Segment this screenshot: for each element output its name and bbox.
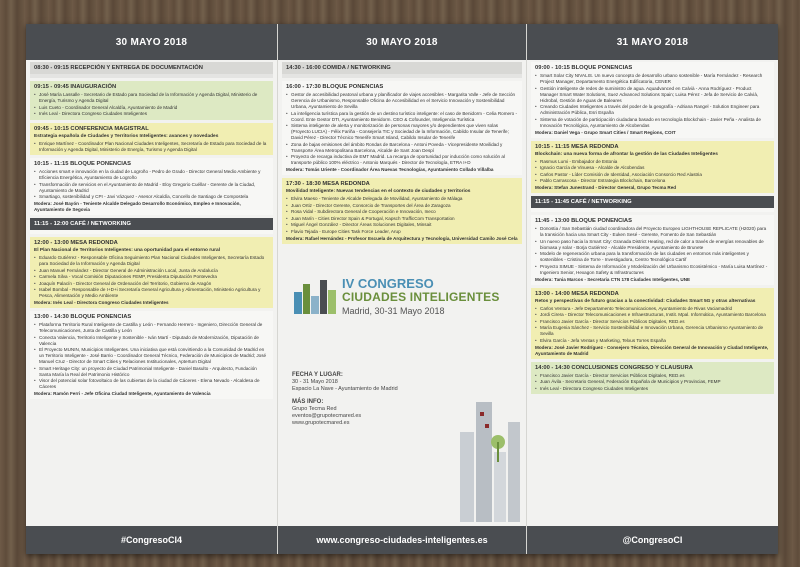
panel1-program bbox=[30, 62, 273, 524]
speaker-item: • Juan Ávila - Secretario General, Federación Española de Municipios y Provincias, FEMP bbox=[540, 379, 770, 385]
date-place-heading: FECHA Y LUGAR: bbox=[292, 371, 343, 378]
block-heading: 17:30 - 18:30 MESA REDONDA bbox=[286, 181, 370, 187]
speaker-item: • Gestor de accesibilidad peatonal urbana y planificador de viajes accesibles - Margarita Valle - Jefe de Sección Gerencia de Urbanismo, Responsable Oficina de Accesibilidad en el Servicio Innovación y Sostenibilidad Urbana, Ayuntamiento de Sevilla bbox=[291, 92, 518, 110]
block-title: El Plan Nacional de Territorios Inteligentes: una oportunidad para el entorno rural bbox=[34, 248, 220, 253]
organizer-line: Grupo Tecma Red bbox=[292, 405, 337, 412]
logo-title: IV CONGRESO bbox=[342, 275, 434, 291]
program-block bbox=[531, 141, 774, 194]
speaker-item: • Juan Ortiz - Director Gerente, Consorcio de Transportes del Área de Zaragoza bbox=[291, 203, 518, 209]
speaker-item: • Plataforma Territorio Rural Inteligente de Castilla y León - Fernando Herrero - Ingeniero, Dirección General de Telecomunicaciones, Junta de Castilla y León bbox=[39, 322, 269, 334]
speaker-item: • Carmela Silva - Vocal Comisión Diputaciones FEMP, Presidenta Diputación Pontevedra bbox=[39, 274, 269, 280]
speaker-item: • Donostia / San Sebastián ciudad coordinadora del Proyecto Europeo LIGHTHOUSE REPLICATE (H2020) para la transición hacia una Smart City - Euken Sesé - Gerente, Fomento de San Sebastián bbox=[540, 226, 770, 238]
block-title: Blockchain: una nueva forma de afrontar la gestión de las Ciudades Inteligentes bbox=[535, 151, 718, 157]
logo-subtitle: CIUDADES INTELIGENTES bbox=[342, 289, 500, 304]
panel1-date: 30 MAYO 2018 bbox=[26, 24, 277, 60]
speaker-item: • Ignacio García de Vinuesa - Alcalde de Alcobendas bbox=[540, 165, 770, 171]
brochure-sheet bbox=[26, 24, 778, 554]
block-heading: 10:15 - 11:15 MESA REDONDA bbox=[535, 143, 619, 150]
speaker-item: • Carlos Pastor - Líder Comisión de Identidad, Asociación Consorcio Red Alastria bbox=[540, 172, 770, 178]
speaker-item: • Acciones smart e innovación en la ciudad de Logroño - Pedro de Grado - Director General Medio Ambiente y Eficiencia Energética, Ayuntamiento de Logroño bbox=[39, 169, 269, 181]
block-heading: 09:45 - 10:15 CONFERENCIA MAGISTRAL bbox=[34, 125, 149, 132]
speaker-item: • Proyecto de recarga inductiva de EMT Madrid. La recarga de oportunidad por inducción como solución al transporte público 100% eléctrico - Antonio Marqués - Director de Tecnología, ETRA I+D bbox=[291, 154, 518, 166]
speaker-item: • Elvira Maeso - Teniente de Alcalde Delegada de Movilidad, Ayuntamiento de Málaga bbox=[291, 196, 518, 202]
web-line: www.grupotecmared.es bbox=[292, 419, 350, 426]
program-block bbox=[30, 311, 273, 399]
speaker-item: • Flavio Tejada - Europe Cities Task Force Leader, Arup bbox=[291, 229, 518, 235]
speaker-item: • El Proyecto MUNIN, Municipios Inteligentes. Una iniciativa que está convirtiendo a la Comunidad de Madrid en un Territorio Inteligente - José Barrio - Coordinador General Técnico, Federación de Municipios de Madrid; José Manuel Cruz - Director de Smart Cities y Relaciones Institucionales, Aptertum Digital bbox=[39, 347, 269, 365]
block-heading: 13:00 - 14:00 MESA REDONDA bbox=[535, 290, 619, 297]
block-heading: 09:00 - 10:15 BLOQUE PONENCIAS bbox=[535, 65, 633, 71]
moderator-line: Modera: Stefan Junestrand - Director General, Grupo Tecma Red bbox=[535, 185, 677, 190]
speaker-item: • Luis Cueto - Coordinador General Alcaldía, Ayuntamiento de Madrid bbox=[39, 105, 269, 111]
more-info-heading: MÁS INFO: bbox=[292, 398, 324, 405]
moderator-line: Modera: Inés Leal - Directora Congreso Ciudades Inteligentes bbox=[34, 300, 169, 305]
program-block bbox=[30, 62, 273, 78]
speaker-item: • Juan Manuel Fernández - Director General de Administración Local, Junta de Andalucía bbox=[39, 268, 269, 274]
moderator-line: Modera: Tania Marcos - Secretaria CTN 178 Ciudades Inteligentes, UNE bbox=[535, 276, 691, 282]
program-block bbox=[30, 123, 273, 156]
program-block bbox=[282, 62, 522, 78]
hashtag-footer: #CongresoCI4 bbox=[26, 526, 277, 554]
speaker-item: • Visor del potencial solar fotovoltaico de las cubiertas de la ciudad de Cáceres - Elena Nevado - Alcaldesa de Cáceres bbox=[39, 378, 269, 390]
block-heading: 14:00 - 14:30 CONCLUSIONES CONGRESO Y CLAUSURA bbox=[535, 364, 693, 371]
program-block bbox=[531, 215, 774, 285]
block-heading: 14:30 - 16:00 COMIDA / NETWORKING bbox=[282, 62, 522, 74]
speaker-item: • Elvira García - Jefa Ventas y Marketing, Telxus Torres España bbox=[540, 338, 770, 344]
moderator-line: Modera: José Javier Rodríguez - Consejero Técnico, Dirección General de Innovación y Ciudad Inteligente, Ayuntamiento de Madrid bbox=[535, 344, 769, 356]
speaker-item: • Joaquín Palacín - Director General de Ordenación del Territorio, Gobierno de Aragón bbox=[39, 281, 269, 287]
speaker-item: • Miguel Ángel González - Director Áreas Soluciones Digitales, Minsait bbox=[291, 222, 518, 228]
speaker-item: • Smart Solar City NIVALIS. Un nuevo concepto de desarrollo urbano sostenible - María Fernández - Research Project Manager, Departamento Energética Edificatoria, CENER bbox=[540, 73, 770, 85]
speaker-item: • Rasmus Lumi - Embajador de Estonia bbox=[540, 159, 770, 165]
speaker-item: • Sistema de votación de participación ciudadana basado en tecnología Blockchain - Javier Peña - Analista de Innovación Tecnológica, Ayuntamiento de Alcobendas bbox=[540, 117, 770, 129]
program-block bbox=[30, 158, 273, 215]
moderator-line: Modera: José Bayón - Teniente Alcalde Delegado Desarrollo Económico, Empleo e Innovación, Ayuntamiento de Segovia bbox=[34, 201, 241, 212]
program-block bbox=[30, 81, 273, 120]
speaker-item: • Smart Heritage City: un proyecto de Ciudad Patrimonial Inteligente - Daniel Basulto - Arquitecto, Fundación Santa María la Real del Patrimonio Histórico bbox=[39, 366, 269, 378]
speaker-item: • José María Lassalle - Secretario de Estado para Sociedad de la Información y Agenda Digital, Ministerio de Energía, Turismo y Agenda Digital bbox=[39, 92, 269, 104]
speaker-item: • Creando Ciudades Inteligentes a través del poder de la geografía - Adriana Rangel - Solution Engineer para Administración Pública, Esri España bbox=[540, 104, 770, 116]
program-block bbox=[282, 81, 522, 175]
speaker-item: • Inés Leal - Directora Congreso Ciudades Inteligentes bbox=[540, 386, 770, 392]
speaker-item: • Isabel Bombal - Responsable de I+D+i Secretaría General Agricultura y Alimentación, Ministerio Agricultura y Pesca, Alimentación y Medio Ambiente bbox=[39, 287, 269, 299]
speaker-item: • Francisco Javier García - Director Servicios Públicos Digitales, RED.es bbox=[540, 373, 770, 379]
panel-day1-morning bbox=[26, 24, 278, 554]
panel3-program bbox=[531, 62, 774, 524]
panel-day2 bbox=[527, 24, 778, 554]
speaker-item: • Smartiago, sostenibilidad y CPI - Javi Vázquez - Asesor Alcaldía, Concello de Santiago de Compostela bbox=[39, 194, 269, 200]
speaker-item: • Enrique Martínez - Coordinador Plan Nacional Ciudades Inteligentes, Secretaría de Estado para Sociedad de la Información y Agenda Digital, Ministerio de Energía, Turismo y Agenda Digital bbox=[39, 141, 269, 153]
block-heading: 13:00 - 14:30 BLOQUE PONENCIAS bbox=[34, 314, 132, 320]
block-heading: 10:15 - 11:15 BLOQUE PONENCIAS bbox=[34, 161, 131, 167]
speaker-item: • Inés Leal - Directora Congreso Ciudades Inteligentes bbox=[39, 111, 269, 117]
block-title: Movilidad Inteligente: Nuevas tendencias en el contexto de ciudades y territorios bbox=[286, 189, 471, 194]
block-heading: 11:15 - 11:45 CAFÉ / NETWORKING bbox=[531, 196, 774, 208]
program-block bbox=[531, 362, 774, 395]
block-heading: 12:00 - 13:00 MESA REDONDA bbox=[34, 240, 118, 246]
moderator-line: Modera: Ramón Ferri - Jefe Oficina Ciudad Inteligente, Ayuntamiento de Valencia bbox=[34, 391, 211, 396]
building-illustration-icon bbox=[452, 372, 522, 522]
block-heading: 09:15 - 09:45 INAUGURACIÓN bbox=[34, 84, 117, 90]
program-block bbox=[531, 196, 774, 212]
congress-logo bbox=[292, 250, 522, 360]
city-skyline-icon bbox=[292, 278, 338, 314]
block-title: Estrategia española de Ciudades y Territorios Inteligentes: avances y novedades bbox=[34, 133, 219, 139]
panel3-date: 31 MAYO 2018 bbox=[527, 24, 778, 60]
email-line: eventos@grupotecmared.es bbox=[292, 412, 362, 419]
program-block bbox=[531, 62, 774, 138]
program-block bbox=[531, 288, 774, 359]
moderator-line: Modera: Tomás Uriente - Coordinador Área Nuevas Tecnologías, Ayuntamiento Collado Villalba bbox=[286, 167, 494, 172]
speaker-item: • La inteligencia turística para la gestión de un destino turístico inteligente: el caso de Benidorm - Celia Romero - Coord. Ente Gestor DTI, Ayuntamiento Benidorm. CEO & Cofounder, Inteligencia Turística bbox=[291, 111, 518, 123]
panel2-date: 30 MAYO 2018 bbox=[278, 24, 526, 60]
moderator-line: Modera: Rafael Hernández - Profesor Escuela de Arquitectura y Tecnología, Universidad Camilo José Cela bbox=[286, 235, 518, 241]
program-block bbox=[30, 218, 273, 234]
place-line: Espacio La Nave - Ayuntamiento de Madrid bbox=[292, 385, 398, 392]
speaker-item: • Proyecto SIMUE - Sistema de Información y Modelización del Urbanismo Ecosistémico - María Luisa Martínez - Ingeniero Senior, Hexagon Safety & Infrastructures bbox=[540, 264, 770, 276]
date-line: 30 - 31 Mayo 2018 bbox=[292, 378, 338, 385]
logo-dates: Madrid, 30-31 Mayo 2018 bbox=[342, 305, 445, 316]
twitter-footer: @CongresoCI bbox=[527, 526, 778, 554]
block-title: Retos y perspectivas de futuro gracias a la conectividad: Ciudades Smart 5G y otras alternativas bbox=[535, 298, 756, 304]
moderator-line: Modera: Daniel Vega - Grupo Smart Cities / Smart Regions, COIT bbox=[535, 129, 676, 135]
speaker-item: • Jordi Cirera - Director Telecomunicaciones e Infraestructuras, Instit. Mpal. Informática, Ayuntamiento Barcelona bbox=[540, 312, 770, 318]
speaker-item: • Juan Marín - Cities Director Spain & Portugal, Kapsch TrafficCom Transportation bbox=[291, 216, 518, 222]
speaker-item: • Carlos Ventura - Jefe Departamento Telecomunicaciones, Ayuntamiento de Rivas Vaciamadrid bbox=[540, 306, 770, 312]
speaker-item: • Modelo de regeneración urbana para la transformación de las ciudades en entornos más inteligentes y sostenibles - Cristina de Torre - Investigadora, Centro Tecnológico Cartif bbox=[540, 251, 770, 263]
speaker-item: • Conecta Valencia, Territorio Inteligente y Sostenible - Iván Martí - Diputado de Modernización, Diputación de Valencia bbox=[39, 335, 269, 347]
panel-day1-afternoon bbox=[278, 24, 527, 554]
website-footer: www.congreso-ciudades-inteligentes.es bbox=[278, 526, 526, 554]
block-heading: 16:00 - 17:30 BLOQUE PONENCIAS bbox=[286, 84, 384, 90]
program-block bbox=[30, 237, 273, 308]
block-heading: 11:45 - 13:00 BLOQUE PONENCIAS bbox=[535, 218, 632, 224]
block-heading: 08:30 - 09:15 RECEPCIÓN Y ENTREGA DE DOCUMENTACIÓN bbox=[30, 62, 273, 74]
speaker-item: • Francisco Javier García - Director Servicios Públicos Digitales, RED.es bbox=[540, 319, 770, 325]
block-heading: 11:15 - 12:00 CAFÉ / NETWORKING bbox=[30, 218, 273, 230]
speaker-item: • María Eugenia Sánchez - Servicio Sostenibilidad e Innovación Urbana, Gerencia Urbanismo Ayuntamiento de Sevilla bbox=[540, 325, 770, 337]
speaker-item: • Gestión inteligente de redes de suministro de agua. Aquadvanced en Calvià - Anna Rodríguez - Product Manager Smart Water Solutions, Suez Advanced Solutions Spain; Luisa Pérez - Jefa de Servicio de Calvià, Hidrobal, Gestión de Aguas de Baleares bbox=[540, 86, 770, 104]
speaker-item: • Rosa Vidal - Subdirectora General de Cooperación e Innovación, Ineco bbox=[291, 209, 518, 215]
speaker-item: • Zona de bajas emisiones del ámbito Rondas de Barcelona - Antoni Poveda - Vicepresidente Movilidad y Transporte Área Metropolitana Barcelona, Alcalde de Sant Joan Despí bbox=[291, 142, 518, 154]
program-block bbox=[282, 178, 522, 244]
speaker-item: • Un nuevo paso hacia la Smart City: Granada District Heating, red de calor a través de energías renovables de biomasa y solar - Borja Gutiérrez - Alcalde Presidente, Ayuntamiento de Brunete bbox=[540, 239, 770, 251]
speaker-item: • Transformación de servicios en el Ayuntamiento de Madrid - Eloy Gregorio Cuéllar - Gerente de la Ciudad, Ayuntamiento de Madrid bbox=[39, 182, 269, 194]
speaker-item: • Eduardo Gutiérrez - Responsable Oficina Seguimiento Plan Nacional Ciudades Inteligentes, Secretaría Estado para Sociedad de la Información y Agenda Digital bbox=[39, 255, 269, 267]
speaker-item: • Pablo Carrascosa - Director Estrategia Blockchain, Barcelona bbox=[540, 178, 770, 184]
speaker-item: • Sistema inteligente de alerta y monitorización de personas mayores y/o dependientes que viven solas (Proyecto LUCIA) - Félix Fariña - Consejería TIC y Sociedad de la Información, Cabildo Insular de Tenerife; David Pérez - Director Técnico Tenerife Smart Island, Cabildo Insular de Tenerife bbox=[291, 123, 518, 141]
